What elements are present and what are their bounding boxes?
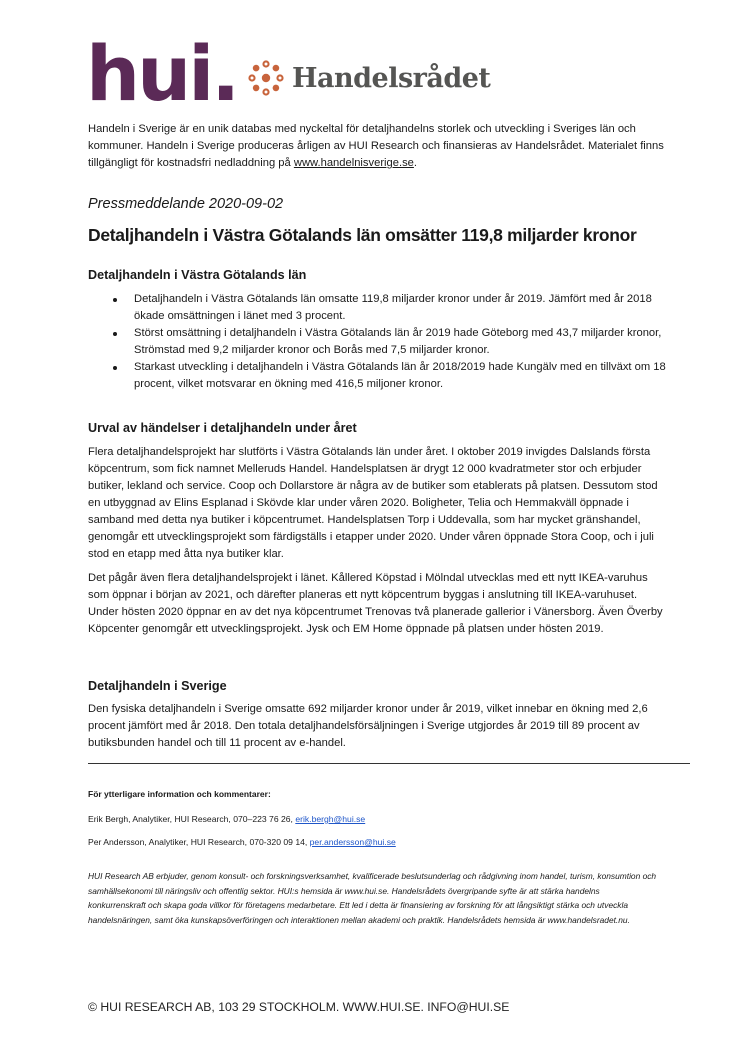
handelsradet-logo-text: Handelsrådet [292,62,491,94]
contact-per-andersson [88,837,396,847]
events-paragraph-2: Det pågår även flera detaljhandelsprojekt i länet. Kållered Köpstad i Mölndal utvecklas med ett nytt IKEA-varuhus som öppnar i början av 2021, och därefter planeras ett nytt köpcentrum byggas i anslutning till IKEA-varuhuset. Under hösten 2020 öppnar en av det nya köpcentrumet Trenovas två planerade gallerior i Vänersborg. Även Överby Köpcenter genomgår ett utvecklingsprojekt. Jysk och EM Home öppnade på platsen under hösten 2019. [88,572,663,635]
sverige-paragraph: Den fysiska detaljhandeln i Sverige omsatte 692 miljarder kronor under år 2019, vilket innebar en ökning med 2,6 procent jämfört med år 2018. Den totala detaljhandelsförsäljningen i Sverige utgjordes år 2019 till 89 procent av butiksbunden handel och till 11 procent av e-handel. [88,703,648,749]
section-title-sverige: Detaljhandeln i Sverige [88,679,227,693]
contact-title: För ytterligare information och kommentarer: [88,789,271,799]
list-item: Störst omsättning i detaljhandeln i Västra Götalands län år 2019 hade Göteborg med 43,7 miljarder kronor, Strömstad med 9,2 miljarder kronor och Borås med 7,5 miljarder kronor. [88,325,666,359]
press-release-date: Pressmeddelande 2020-09-02 [88,196,284,212]
intro-text-end: . [413,157,418,169]
about-paragraph: HUI Research AB erbjuder, genom konsult- och forskningsverksamhet, kvalificerade beslutsunderlag och rådgivning inom handel, turism, konsumtion och samhällsekonomi till näringsliv och offentlig sektor. HUI:s hemsida är www.hui.se. Handelsrådets övergripande syfte är att stärka handelns konkurrenskraft och skapa goda villkor för företagens medarbetare. Ett led i detta är finansiering av forskning för att långsiktigt stärka och utveckla handelsnäringen, samt öka kunskapsöverföringen och interaktionen mellan akademi och praktik. Handelsrådets hemsida är www.handelsradet.nu. [88,871,657,925]
page-footer: © HUI RESEARCH AB, 103 29 STOCKHOLM. WWW.HUI.SE. INFO@HUI.SE [88,1000,510,1014]
contact-text: Erik Bergh, Analytiker, HUI Research, 070–223 76 26, [88,814,296,824]
section-title-vastra-gotaland: Detaljhandeln i Västra Götalands län [88,268,307,282]
handelnisverige-link[interactable]: www.handelnisverige.se [293,157,414,169]
list-item: Starkast utveckling i detaljhandeln i Västra Götalands län år 2018/2019 hade Kungälv med en tillväxt om 18 procent, vilket motsvarar en ökning med 416,5 miljoner kronor. [88,359,666,393]
list-item: Detaljhandeln i Västra Götalands län omsatte 119,8 miljarder kronor under år 2019. Jämfört med år 2018 ökade omsättningen i länet med 3 procent. [88,291,666,325]
hui-logo [86,29,238,118]
contact-text: Per Andersson, Analytiker, HUI Research, 070-320 09 14, [88,837,310,847]
email-link-erik[interactable]: erik.bergh@hui.se [295,814,366,824]
contact-erik-bergh [88,814,365,824]
intro-text: Handeln i Sverige är en unik databas med nyckeltal för detaljhandelns storlek och utveckling i Sveriges län och kommuner. Handeln i Sverige produceras årligen av HUI Research och finansieras av Handelsrådet. Materialet finns tillgängligt för kostnadsfri nedladdning på [88,123,664,169]
key-facts-list [88,291,666,393]
events-paragraph-1: Flera detaljhandelsprojekt har slutförts i Västra Götalands län under året. I oktober 2019 invigdes Dalslands första köpcentrum, som fick namnet Melleruds Handel. Handelsplatsen är drygt 12 000 kvadratmeter stor och erbjuder butiker, lekland och service. Coop och Dollarstore är några av de butiker som etablerats på platsen. Dessutom stod en utbyggnad av Elins Esplanad i Skövde klar under våren 2020. Boligheter, Telia och Hemmakväll öppnade i samband med detta nya butiker i köpcentrumet. Handelsplatsen Torp i Uddevalla, som har mycket gränshandel, genomgår ett utvecklingsprojekt som färdigställs i etapper under 2020. Under våren öppnade Stora Coop, och i juli stod en etapp med åtta nya butiker klar. [88,446,658,560]
headline: Detaljhandeln i Västra Götalands län omsätter 119,8 miljarder kronor [88,225,637,245]
hui-logo-text: hui. [86,29,238,118]
email-link-per[interactable]: per.andersson@hui.se [309,837,396,847]
intro-paragraph [88,121,668,172]
handelsradet-flower-icon [246,58,286,98]
divider [88,763,690,764]
section-title-events: Urval av händelser i detaljhandeln under året [88,421,357,435]
handelsradet-logo [246,56,490,100]
